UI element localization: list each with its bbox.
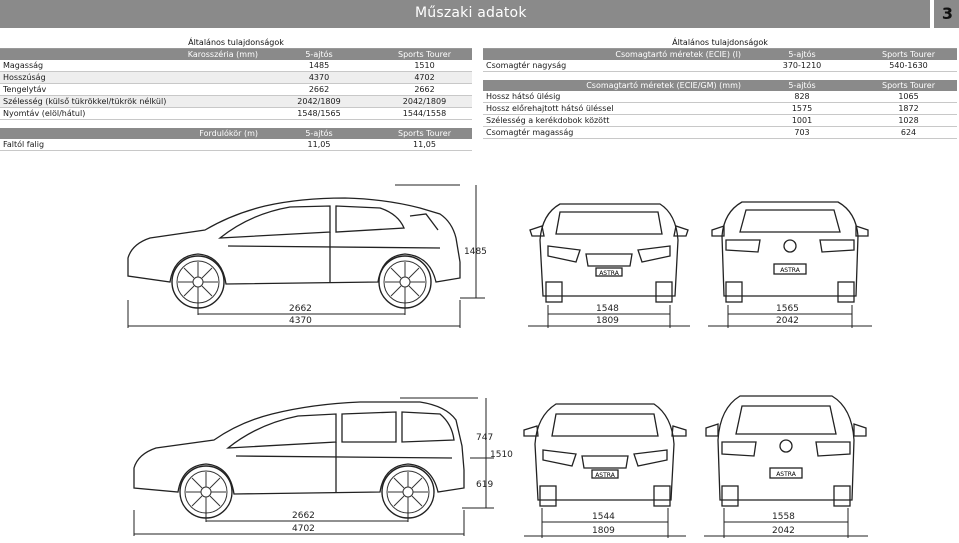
tourer-height-dim: 1510: [490, 450, 513, 460]
row-value: 1544/1558: [377, 108, 472, 120]
hatch-front-badge: ASTRA: [599, 270, 619, 277]
hatch-rear-track-dim: 1565: [776, 304, 799, 314]
row-value: 11,05: [377, 139, 472, 151]
row-value: 1872: [860, 103, 957, 115]
page-number: 3: [932, 0, 959, 28]
row-value: 1510: [377, 60, 472, 72]
row-label: Szélesség a kerékdobok között: [483, 115, 744, 127]
row-label: Hossz hátsó ülésig: [483, 91, 744, 103]
table-group-title: Általános tulajdonságok: [483, 37, 957, 49]
hatchback-front-view: [530, 204, 688, 302]
col-header: Sports Tourer: [860, 49, 957, 61]
row-label: Csomagtér magasság: [483, 127, 744, 139]
col-header: Karosszéria (mm): [0, 49, 261, 61]
col-header: 5-ajtós: [744, 80, 860, 91]
row-value: 4370: [261, 72, 377, 84]
row-label: Hossz előrehajtott hátsó üléssel: [483, 103, 744, 115]
row-label: Faltól falig: [0, 139, 261, 151]
hatch-wheelbase-dim: 2662: [289, 304, 312, 314]
row-label: Magasság: [0, 60, 261, 72]
row-value: 540-1630: [860, 60, 957, 72]
row-value: 370-1210: [744, 60, 860, 72]
tourer-rear-width-dim: 2042: [772, 526, 795, 536]
col-header: Sports Tourer: [860, 80, 957, 91]
tourer-rear-track-dim: 1558: [772, 512, 795, 522]
tourer-rear-view: [706, 396, 866, 506]
row-value: 624: [860, 127, 957, 139]
tourer-front-badge: ASTRA: [595, 472, 615, 479]
tourer-upper-dim: 747: [476, 433, 494, 443]
tourer-lower-dim: 619: [476, 480, 494, 490]
row-value: 1575: [744, 103, 860, 115]
row-value: 1548/1565: [261, 108, 377, 120]
row-label: Tengelytáv: [0, 84, 261, 96]
col-header: Csomagtartó méretek (ECIE/GM) (mm): [483, 80, 744, 91]
row-value: 703: [744, 127, 860, 139]
tourer-front-view: [524, 404, 686, 506]
row-value: 1028: [860, 115, 957, 127]
hatch-height-dim: 1485: [464, 247, 487, 257]
hatchback-rear-view: [712, 202, 868, 302]
col-header: 5-ajtós: [744, 49, 860, 61]
col-header: Csomagtartó méretek (ECIE) (l): [483, 49, 744, 61]
row-value: 1485: [261, 60, 377, 72]
row-value: 2662: [261, 84, 377, 96]
hatch-front-track-dim: 1548: [596, 304, 619, 314]
tourer-wheelbase-dim: 2662: [292, 511, 315, 521]
row-label: Csomagtér nagyság: [483, 60, 744, 72]
col-header: 5-ajtós: [261, 128, 377, 139]
hatch-front-width-dim: 1809: [596, 316, 619, 326]
tourer-front-width-dim: 1809: [592, 526, 615, 536]
row-value: 11,05: [261, 139, 377, 151]
col-header: Fordulókör (m): [0, 128, 261, 139]
row-value: 1065: [860, 91, 957, 103]
page-title: Műszaki adatok: [415, 5, 527, 21]
row-value: 828: [744, 91, 860, 103]
tourer-length-dim: 4702: [292, 524, 315, 534]
tourer-front-track-dim: 1544: [592, 512, 615, 522]
row-value: 1001: [744, 115, 860, 127]
row-label: Szélesség (külső tükrökkel/tükrök nélkül): [0, 96, 261, 108]
row-value: 2042/1809: [377, 96, 472, 108]
row-value: 4702: [377, 72, 472, 84]
row-label: Nyomtáv (elöl/hátul): [0, 108, 261, 120]
col-header: Sports Tourer: [377, 49, 472, 61]
row-value: 2042/1809: [261, 96, 377, 108]
hatch-rear-badge: ASTRA: [780, 267, 800, 274]
row-label: Hosszúság: [0, 72, 261, 84]
col-header: 5-ajtós: [261, 49, 377, 61]
table-group-title: Általános tulajdonságok: [0, 37, 472, 49]
tourer-rear-badge: ASTRA: [776, 471, 796, 478]
hatch-length-dim: 4370: [289, 316, 312, 326]
hatch-rear-width-dim: 2042: [776, 316, 799, 326]
col-header: Sports Tourer: [377, 128, 472, 139]
row-value: 2662: [377, 84, 472, 96]
